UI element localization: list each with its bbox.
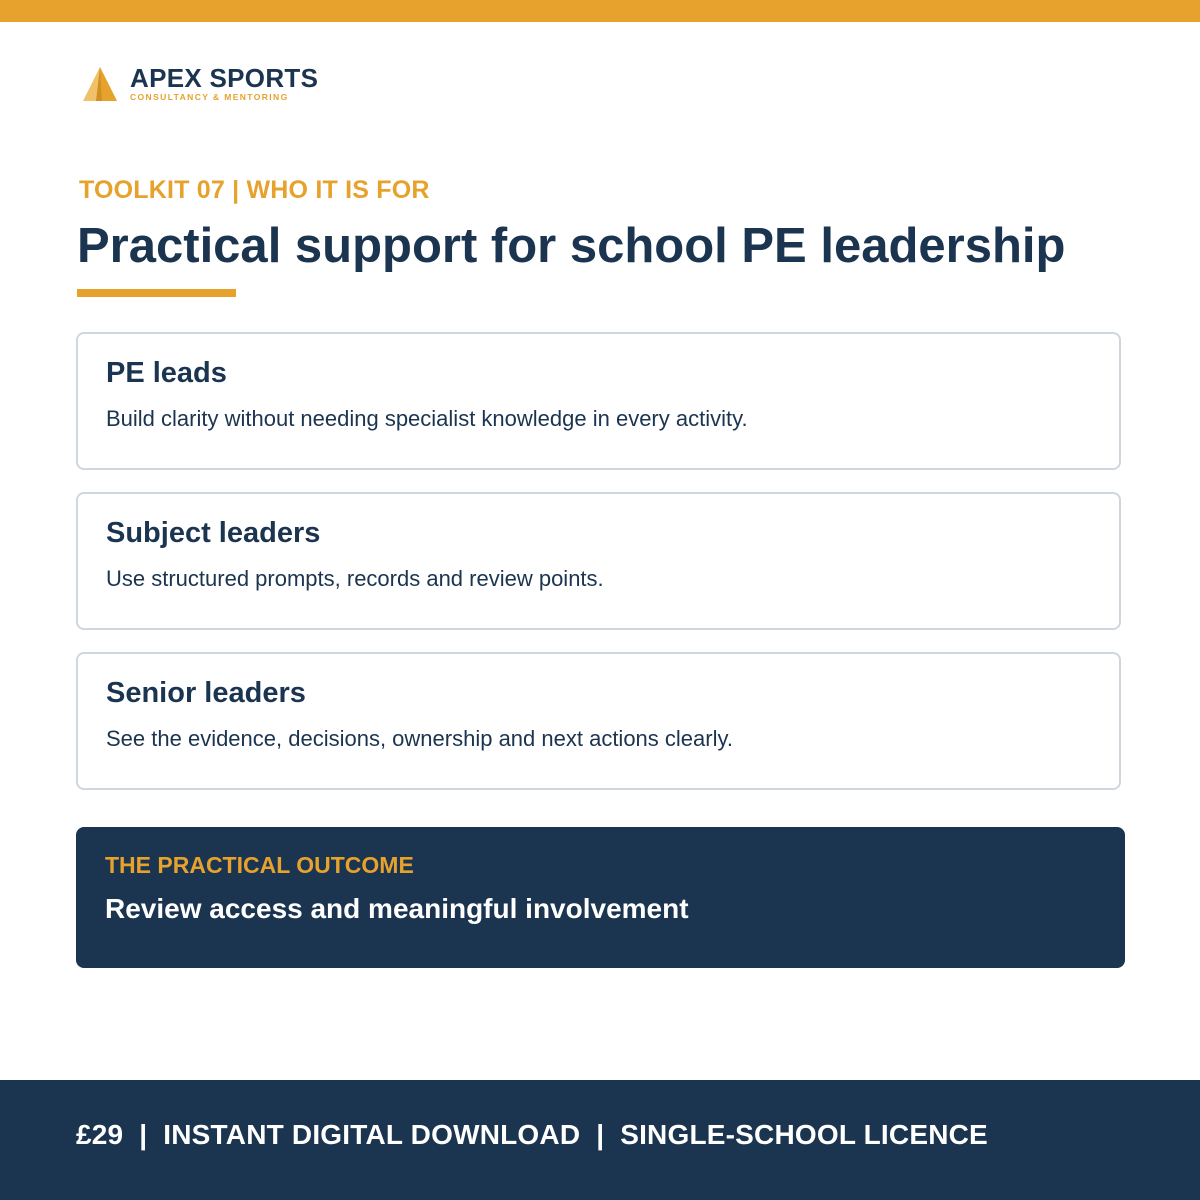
page-title: Practical support for school PE leadership bbox=[77, 219, 1066, 273]
outcome-panel bbox=[76, 827, 1125, 968]
title-underline bbox=[77, 289, 236, 297]
brand-name: APEX SPORTS bbox=[130, 63, 319, 93]
outcome-text: Review access and meaningful involvement bbox=[105, 893, 689, 924]
logo-text bbox=[130, 64, 318, 102]
brand-logo bbox=[82, 64, 318, 104]
audience-card-title: Subject leaders bbox=[106, 517, 321, 549]
audience-card-pe-leads bbox=[76, 332, 1121, 470]
audience-card-title: Senior leaders bbox=[106, 677, 306, 709]
audience-card-title: PE leads bbox=[106, 357, 227, 389]
triangle-peak-icon bbox=[82, 66, 118, 102]
brand-tagline: CONSULTANCY & MENTORING bbox=[130, 92, 289, 102]
top-accent-bar bbox=[0, 0, 1200, 22]
audience-card-description: Build clarity without needing specialist knowledge in every activity. bbox=[106, 406, 748, 431]
footer-bar bbox=[0, 1080, 1200, 1200]
audience-card-subject-leaders bbox=[76, 492, 1121, 630]
section-eyebrow: TOOLKIT 07 | WHO IT IS FOR bbox=[79, 176, 430, 204]
audience-card-description: Use structured prompts, records and review points. bbox=[106, 566, 604, 591]
outcome-label: THE PRACTICAL OUTCOME bbox=[105, 852, 414, 878]
price-and-licence-text: £29 | INSTANT DIGITAL DOWNLOAD | SINGLE-SCHOOL LICENCE bbox=[76, 1119, 988, 1150]
audience-card-description: See the evidence, decisions, ownership and next actions clearly. bbox=[106, 726, 733, 751]
audience-card-senior-leaders bbox=[76, 652, 1121, 790]
